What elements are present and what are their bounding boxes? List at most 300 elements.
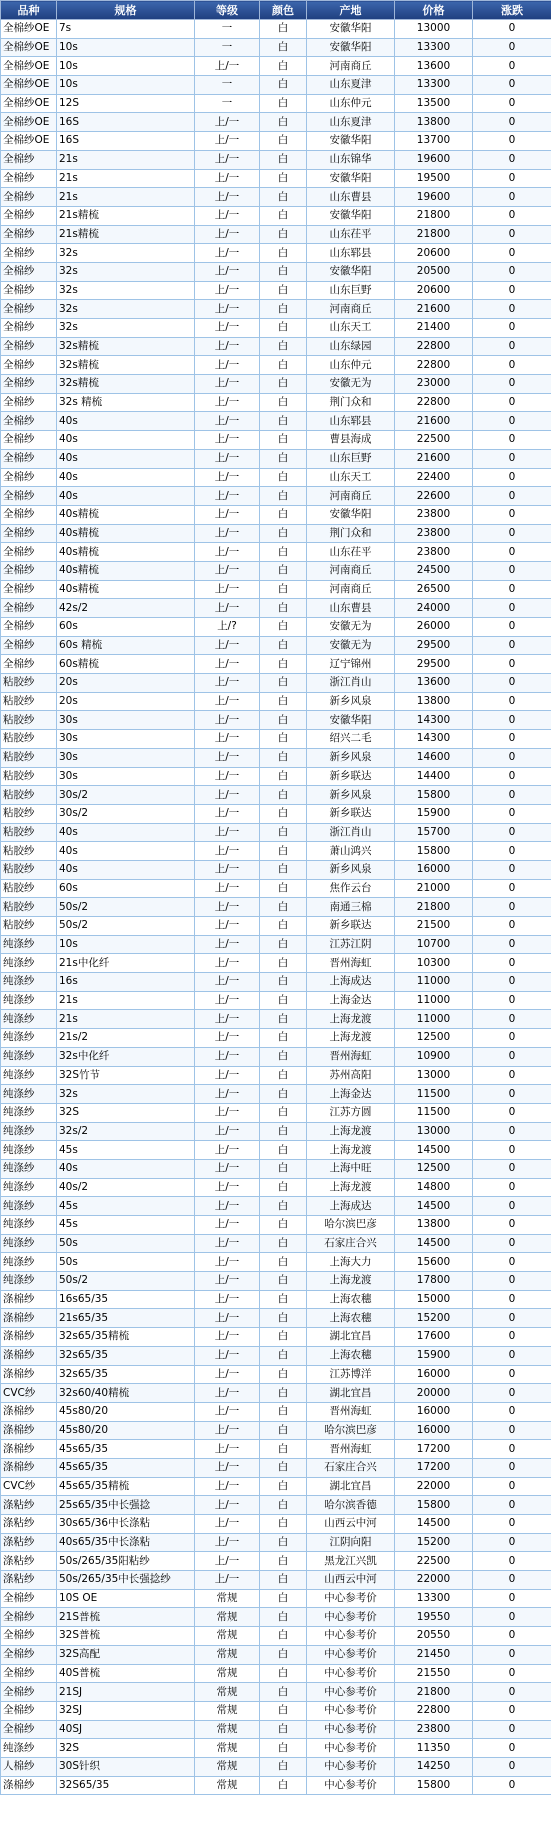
table-row: [1, 1290, 551, 1309]
header-price[interactable]: 价格: [395, 1, 473, 20]
cell-price: 14250: [395, 1757, 473, 1776]
cell-origin: 黑龙江兴凯: [307, 1552, 395, 1571]
cell-category: 全棉纱: [1, 1589, 57, 1608]
cell-category: 全棉纱: [1, 1720, 57, 1739]
cell-color: 白: [260, 1290, 307, 1309]
cell-grade: 上/一: [195, 188, 260, 207]
cell-category: 粘胶纱: [1, 786, 57, 805]
cell-origin: 山东天工: [307, 319, 395, 338]
cell-origin: 安徽无为: [307, 618, 395, 637]
cell-spec: 40s精梳: [57, 580, 195, 599]
cell-origin: 安徽华阳: [307, 711, 395, 730]
table-row: [1, 337, 551, 356]
cell-category: 全棉纱OE: [1, 94, 57, 113]
cell-origin: 安徽无为: [307, 636, 395, 655]
table-row: [1, 1440, 551, 1459]
cell-change: 0: [473, 412, 551, 431]
cell-price: 23800: [395, 524, 473, 543]
cell-grade: 上/一: [195, 1515, 260, 1534]
cell-change: 0: [473, 636, 551, 655]
cell-spec: 10s: [57, 76, 195, 95]
cell-color: 白: [260, 599, 307, 618]
header-change[interactable]: 涨跌: [473, 1, 551, 20]
cell-category: 涤棉纱: [1, 1346, 57, 1365]
cell-color: 白: [260, 860, 307, 879]
cell-color: 白: [260, 1085, 307, 1104]
cell-color: 白: [260, 1122, 307, 1141]
cell-spec: 32s65/35: [57, 1346, 195, 1365]
cell-grade: 上/一: [195, 1440, 260, 1459]
cell-origin: 山东绿园: [307, 337, 395, 356]
cell-price: 13300: [395, 76, 473, 95]
table-row: [1, 1384, 551, 1403]
header-spec[interactable]: 规格: [57, 1, 195, 20]
cell-category: 全棉纱: [1, 636, 57, 655]
cell-origin: 安徽华阳: [307, 132, 395, 151]
cell-category: 粘胶纱: [1, 767, 57, 786]
cell-origin: 苏州高阳: [307, 1066, 395, 1085]
cell-grade: 上/一: [195, 1253, 260, 1272]
cell-price: 19500: [395, 169, 473, 188]
cell-grade: 上/一: [195, 748, 260, 767]
cell-spec: 40s精梳: [57, 561, 195, 580]
cell-price: 15800: [395, 1496, 473, 1515]
cell-spec: 40s: [57, 468, 195, 487]
cell-category: 全棉纱: [1, 319, 57, 338]
cell-category: 涤棉纱: [1, 1309, 57, 1328]
cell-spec: 30S针织: [57, 1757, 195, 1776]
cell-spec: 32s: [57, 319, 195, 338]
cell-change: 0: [473, 1552, 551, 1571]
cell-grade: 上/一: [195, 1197, 260, 1216]
header-grade[interactable]: 等级: [195, 1, 260, 20]
cell-grade: 上/一: [195, 1365, 260, 1384]
cell-origin: 河南商丘: [307, 300, 395, 319]
cell-price: 15200: [395, 1533, 473, 1552]
cell-origin: 山东茌平: [307, 543, 395, 562]
cell-price: 20600: [395, 244, 473, 263]
cell-change: 0: [473, 505, 551, 524]
cell-price: 21800: [395, 206, 473, 225]
cell-change: 0: [473, 842, 551, 861]
cell-price: 13800: [395, 692, 473, 711]
cell-origin: 江苏方圆: [307, 1103, 395, 1122]
cell-spec: 45s80/20: [57, 1402, 195, 1421]
cell-change: 0: [473, 1589, 551, 1608]
cell-color: 白: [260, 1029, 307, 1048]
cell-change: 0: [473, 1216, 551, 1235]
cell-grade: 上/一: [195, 57, 260, 76]
cell-origin: 新乡风泉: [307, 786, 395, 805]
cell-spec: 40s精梳: [57, 543, 195, 562]
cell-price: 19550: [395, 1608, 473, 1627]
cell-spec: 40s: [57, 412, 195, 431]
cell-price: 13600: [395, 57, 473, 76]
cell-spec: 45s65/35精梳: [57, 1477, 195, 1496]
cell-price: 15000: [395, 1290, 473, 1309]
cell-color: 白: [260, 1627, 307, 1646]
table-row: [1, 38, 551, 57]
cell-origin: 上海龙渡: [307, 1141, 395, 1160]
cell-spec: 20s: [57, 692, 195, 711]
cell-spec: 21s: [57, 1010, 195, 1029]
cell-change: 0: [473, 1440, 551, 1459]
cell-grade: 一: [195, 20, 260, 39]
cell-color: 白: [260, 319, 307, 338]
cell-category: 涤棉纱: [1, 1440, 57, 1459]
cell-color: 白: [260, 188, 307, 207]
cell-origin: 安徽华阳: [307, 262, 395, 281]
table-row: [1, 580, 551, 599]
cell-price: 15600: [395, 1253, 473, 1272]
table-row: [1, 1085, 551, 1104]
cell-grade: 上/一: [195, 1122, 260, 1141]
header-origin[interactable]: 产地: [307, 1, 395, 20]
cell-color: 白: [260, 1178, 307, 1197]
table-row: [1, 860, 551, 879]
cell-price: 13800: [395, 113, 473, 132]
cell-color: 白: [260, 281, 307, 300]
cell-color: 白: [260, 1216, 307, 1235]
cell-spec: 21SJ: [57, 1683, 195, 1702]
table-row: [1, 375, 551, 394]
cell-change: 0: [473, 1010, 551, 1029]
cell-spec: 30s: [57, 767, 195, 786]
cell-category: 全棉纱: [1, 1627, 57, 1646]
cell-category: 粘胶纱: [1, 860, 57, 879]
cell-grade: 上/一: [195, 337, 260, 356]
cell-grade: 常规: [195, 1664, 260, 1683]
cell-category: 人棉纱: [1, 1757, 57, 1776]
cell-origin: 中心参考价: [307, 1645, 395, 1664]
cell-grade: 上/一: [195, 225, 260, 244]
cell-origin: 新乡联达: [307, 804, 395, 823]
cell-origin: 中心参考价: [307, 1701, 395, 1720]
cell-change: 0: [473, 487, 551, 506]
cell-color: 白: [260, 1141, 307, 1160]
cell-grade: 上/一: [195, 262, 260, 281]
cell-change: 0: [473, 1477, 551, 1496]
cell-category: 涤棉纱: [1, 1402, 57, 1421]
table-row: [1, 898, 551, 917]
cell-spec: 10s: [57, 38, 195, 57]
cell-spec: 32s: [57, 262, 195, 281]
table-row: [1, 1645, 551, 1664]
cell-origin: 湖北宜昌: [307, 1384, 395, 1403]
cell-price: 14500: [395, 1197, 473, 1216]
cell-color: 白: [260, 748, 307, 767]
cell-category: 全棉纱OE: [1, 132, 57, 151]
cell-change: 0: [473, 1757, 551, 1776]
table-row: [1, 412, 551, 431]
cell-spec: 32S竹节: [57, 1066, 195, 1085]
cell-spec: 21s中化纤: [57, 954, 195, 973]
cell-color: 白: [260, 1477, 307, 1496]
header-category[interactable]: 品种: [1, 1, 57, 20]
cell-color: 白: [260, 580, 307, 599]
cell-spec: 45s80/20: [57, 1421, 195, 1440]
cell-category: 全棉纱: [1, 618, 57, 637]
cell-category: 全棉纱: [1, 356, 57, 375]
cell-color: 白: [260, 262, 307, 281]
cell-spec: 32s: [57, 300, 195, 319]
cell-color: 白: [260, 1253, 307, 1272]
cell-category: 涤粘纱: [1, 1496, 57, 1515]
cell-grade: 上/一: [195, 1216, 260, 1235]
table-row: [1, 804, 551, 823]
cell-change: 0: [473, 393, 551, 412]
cell-grade: 上/一: [195, 954, 260, 973]
cell-grade: 上/一: [195, 356, 260, 375]
cell-origin: 山东曹县: [307, 599, 395, 618]
cell-grade: 上/一: [195, 150, 260, 169]
table-row: [1, 1757, 551, 1776]
cell-spec: 32s精梳: [57, 337, 195, 356]
cell-origin: 上海成达: [307, 1197, 395, 1216]
cell-spec: 32s/2: [57, 1122, 195, 1141]
cell-price: 16000: [395, 860, 473, 879]
cell-price: 11000: [395, 973, 473, 992]
cell-change: 0: [473, 898, 551, 917]
cell-change: 0: [473, 973, 551, 992]
cell-origin: 新乡风泉: [307, 692, 395, 711]
table-row: [1, 1739, 551, 1758]
cell-spec: 21S普梳: [57, 1608, 195, 1627]
cell-change: 0: [473, 804, 551, 823]
table-row: [1, 1683, 551, 1702]
cell-color: 白: [260, 1533, 307, 1552]
table-row: [1, 76, 551, 95]
cell-spec: 60s 精梳: [57, 636, 195, 655]
cell-price: 13800: [395, 1216, 473, 1235]
cell-origin: 上海中旺: [307, 1159, 395, 1178]
cell-spec: 30s/2: [57, 804, 195, 823]
cell-price: 14300: [395, 730, 473, 749]
cell-spec: 60s精梳: [57, 655, 195, 674]
cell-price: 13500: [395, 94, 473, 113]
cell-color: 白: [260, 655, 307, 674]
header-color[interactable]: 颜色: [260, 1, 307, 20]
cell-price: 13300: [395, 1589, 473, 1608]
cell-change: 0: [473, 356, 551, 375]
table-row: [1, 1458, 551, 1477]
cell-category: 全棉纱: [1, 169, 57, 188]
table-row: [1, 1421, 551, 1440]
cell-category: 纯涤纱: [1, 1234, 57, 1253]
cell-grade: 上/一: [195, 1103, 260, 1122]
cell-change: 0: [473, 76, 551, 95]
cell-color: 白: [260, 1346, 307, 1365]
table-row: [1, 1365, 551, 1384]
cell-origin: 江苏博洋: [307, 1365, 395, 1384]
cell-change: 0: [473, 1122, 551, 1141]
table-row: [1, 543, 551, 562]
cell-color: 白: [260, 1757, 307, 1776]
cell-category: CVC纱: [1, 1384, 57, 1403]
cell-grade: 上/一: [195, 1309, 260, 1328]
cell-category: 全棉纱: [1, 375, 57, 394]
cell-origin: 山东巨野: [307, 449, 395, 468]
cell-grade: 上/一: [195, 1178, 260, 1197]
cell-origin: 山东天工: [307, 468, 395, 487]
cell-color: 白: [260, 38, 307, 57]
cell-change: 0: [473, 1234, 551, 1253]
cell-price: 12500: [395, 1029, 473, 1048]
table-row: [1, 935, 551, 954]
cell-category: 全棉纱: [1, 1608, 57, 1627]
cell-price: 22800: [395, 1701, 473, 1720]
cell-color: 白: [260, 431, 307, 450]
cell-spec: 21s: [57, 150, 195, 169]
cell-origin: 石家庄合兴: [307, 1458, 395, 1477]
cell-category: 全棉纱: [1, 561, 57, 580]
cell-spec: 16s: [57, 973, 195, 992]
cell-origin: 哈尔滨巴彦: [307, 1421, 395, 1440]
cell-change: 0: [473, 580, 551, 599]
table-row: [1, 431, 551, 450]
cell-change: 0: [473, 879, 551, 898]
cell-category: 纯涤纱: [1, 1047, 57, 1066]
cell-change: 0: [473, 1571, 551, 1590]
cell-grade: 上/一: [195, 1159, 260, 1178]
table-row: [1, 618, 551, 637]
cell-color: 白: [260, 356, 307, 375]
cell-change: 0: [473, 113, 551, 132]
cell-grade: 上/一: [195, 524, 260, 543]
cell-spec: 40SJ: [57, 1720, 195, 1739]
cell-price: 23800: [395, 1720, 473, 1739]
table-row: [1, 823, 551, 842]
table-row: [1, 711, 551, 730]
cell-color: 白: [260, 57, 307, 76]
cell-spec: 40S普梳: [57, 1664, 195, 1683]
cell-spec: 16S: [57, 132, 195, 151]
cell-change: 0: [473, 1384, 551, 1403]
table-row: [1, 973, 551, 992]
cell-price: 14500: [395, 1141, 473, 1160]
cell-grade: 上/一: [195, 1477, 260, 1496]
cell-spec: 40s: [57, 860, 195, 879]
cell-origin: 新乡风泉: [307, 860, 395, 879]
cell-grade: 上/一: [195, 580, 260, 599]
cell-change: 0: [473, 20, 551, 39]
cell-category: 涤棉纱: [1, 1328, 57, 1347]
cell-color: 白: [260, 1421, 307, 1440]
cell-price: 12500: [395, 1159, 473, 1178]
cell-grade: 常规: [195, 1627, 260, 1646]
cell-grade: 上/一: [195, 1010, 260, 1029]
cell-price: 13600: [395, 674, 473, 693]
cell-price: 21800: [395, 225, 473, 244]
cell-change: 0: [473, 711, 551, 730]
cell-category: 粘胶纱: [1, 804, 57, 823]
cell-grade: 上/一: [195, 1272, 260, 1291]
cell-color: 白: [260, 94, 307, 113]
cell-price: 21450: [395, 1645, 473, 1664]
cell-category: 涤粘纱: [1, 1552, 57, 1571]
cell-change: 0: [473, 1776, 551, 1795]
cell-price: 24000: [395, 599, 473, 618]
cell-origin: 江苏江阴: [307, 935, 395, 954]
cell-grade: 上/一: [195, 973, 260, 992]
cell-grade: 上/一: [195, 1552, 260, 1571]
cell-change: 0: [473, 281, 551, 300]
cell-price: 21500: [395, 917, 473, 936]
table-row: [1, 730, 551, 749]
cell-spec: 21s65/35: [57, 1309, 195, 1328]
cell-category: 涤棉纱: [1, 1776, 57, 1795]
cell-origin: 上海金达: [307, 991, 395, 1010]
cell-color: 白: [260, 412, 307, 431]
cell-change: 0: [473, 1496, 551, 1515]
table-row: [1, 20, 551, 39]
cell-price: 13000: [395, 1066, 473, 1085]
cell-change: 0: [473, 692, 551, 711]
cell-grade: 上/一: [195, 1234, 260, 1253]
cell-category: 粘胶纱: [1, 730, 57, 749]
cell-spec: 40s: [57, 1159, 195, 1178]
table-row: [1, 1066, 551, 1085]
cell-origin: 上海大力: [307, 1253, 395, 1272]
cell-change: 0: [473, 300, 551, 319]
cell-color: 白: [260, 244, 307, 263]
cell-price: 15800: [395, 842, 473, 861]
cell-change: 0: [473, 1458, 551, 1477]
table-row: [1, 1216, 551, 1235]
cell-origin: 山东曹县: [307, 188, 395, 207]
cell-grade: 一: [195, 38, 260, 57]
cell-price: 10300: [395, 954, 473, 973]
table-row: [1, 487, 551, 506]
cell-color: 白: [260, 842, 307, 861]
cell-grade: 上/一: [195, 375, 260, 394]
table-row: [1, 1776, 551, 1795]
cell-category: 纯涤纱: [1, 1159, 57, 1178]
cell-origin: 晋州海虹: [307, 1402, 395, 1421]
cell-category: 粘胶纱: [1, 674, 57, 693]
cell-color: 白: [260, 543, 307, 562]
cell-origin: 安徽华阳: [307, 20, 395, 39]
table-row: [1, 393, 551, 412]
cell-color: 白: [260, 1328, 307, 1347]
cell-price: 13000: [395, 1122, 473, 1141]
table-row: [1, 767, 551, 786]
cell-color: 白: [260, 935, 307, 954]
cell-grade: 上/一: [195, 1141, 260, 1160]
cell-change: 0: [473, 1309, 551, 1328]
cell-change: 0: [473, 1645, 551, 1664]
cell-color: 白: [260, 1197, 307, 1216]
cell-category: 纯涤纱: [1, 935, 57, 954]
cell-grade: 上/一: [195, 412, 260, 431]
cell-category: 全棉纱: [1, 1683, 57, 1702]
table-row: [1, 206, 551, 225]
cell-category: 纯涤纱: [1, 991, 57, 1010]
cell-price: 23800: [395, 543, 473, 562]
cell-spec: 32s 精梳: [57, 393, 195, 412]
cell-grade: 上/一: [195, 1421, 260, 1440]
cell-grade: 上/一: [195, 300, 260, 319]
cell-color: 白: [260, 1234, 307, 1253]
cell-change: 0: [473, 1608, 551, 1627]
cell-color: 白: [260, 674, 307, 693]
cell-spec: 60s: [57, 618, 195, 637]
cell-change: 0: [473, 468, 551, 487]
cell-category: 涤棉纱: [1, 1458, 57, 1477]
cell-color: 白: [260, 1589, 307, 1608]
cell-grade: 上/一: [195, 1328, 260, 1347]
cell-grade: 上/一: [195, 468, 260, 487]
